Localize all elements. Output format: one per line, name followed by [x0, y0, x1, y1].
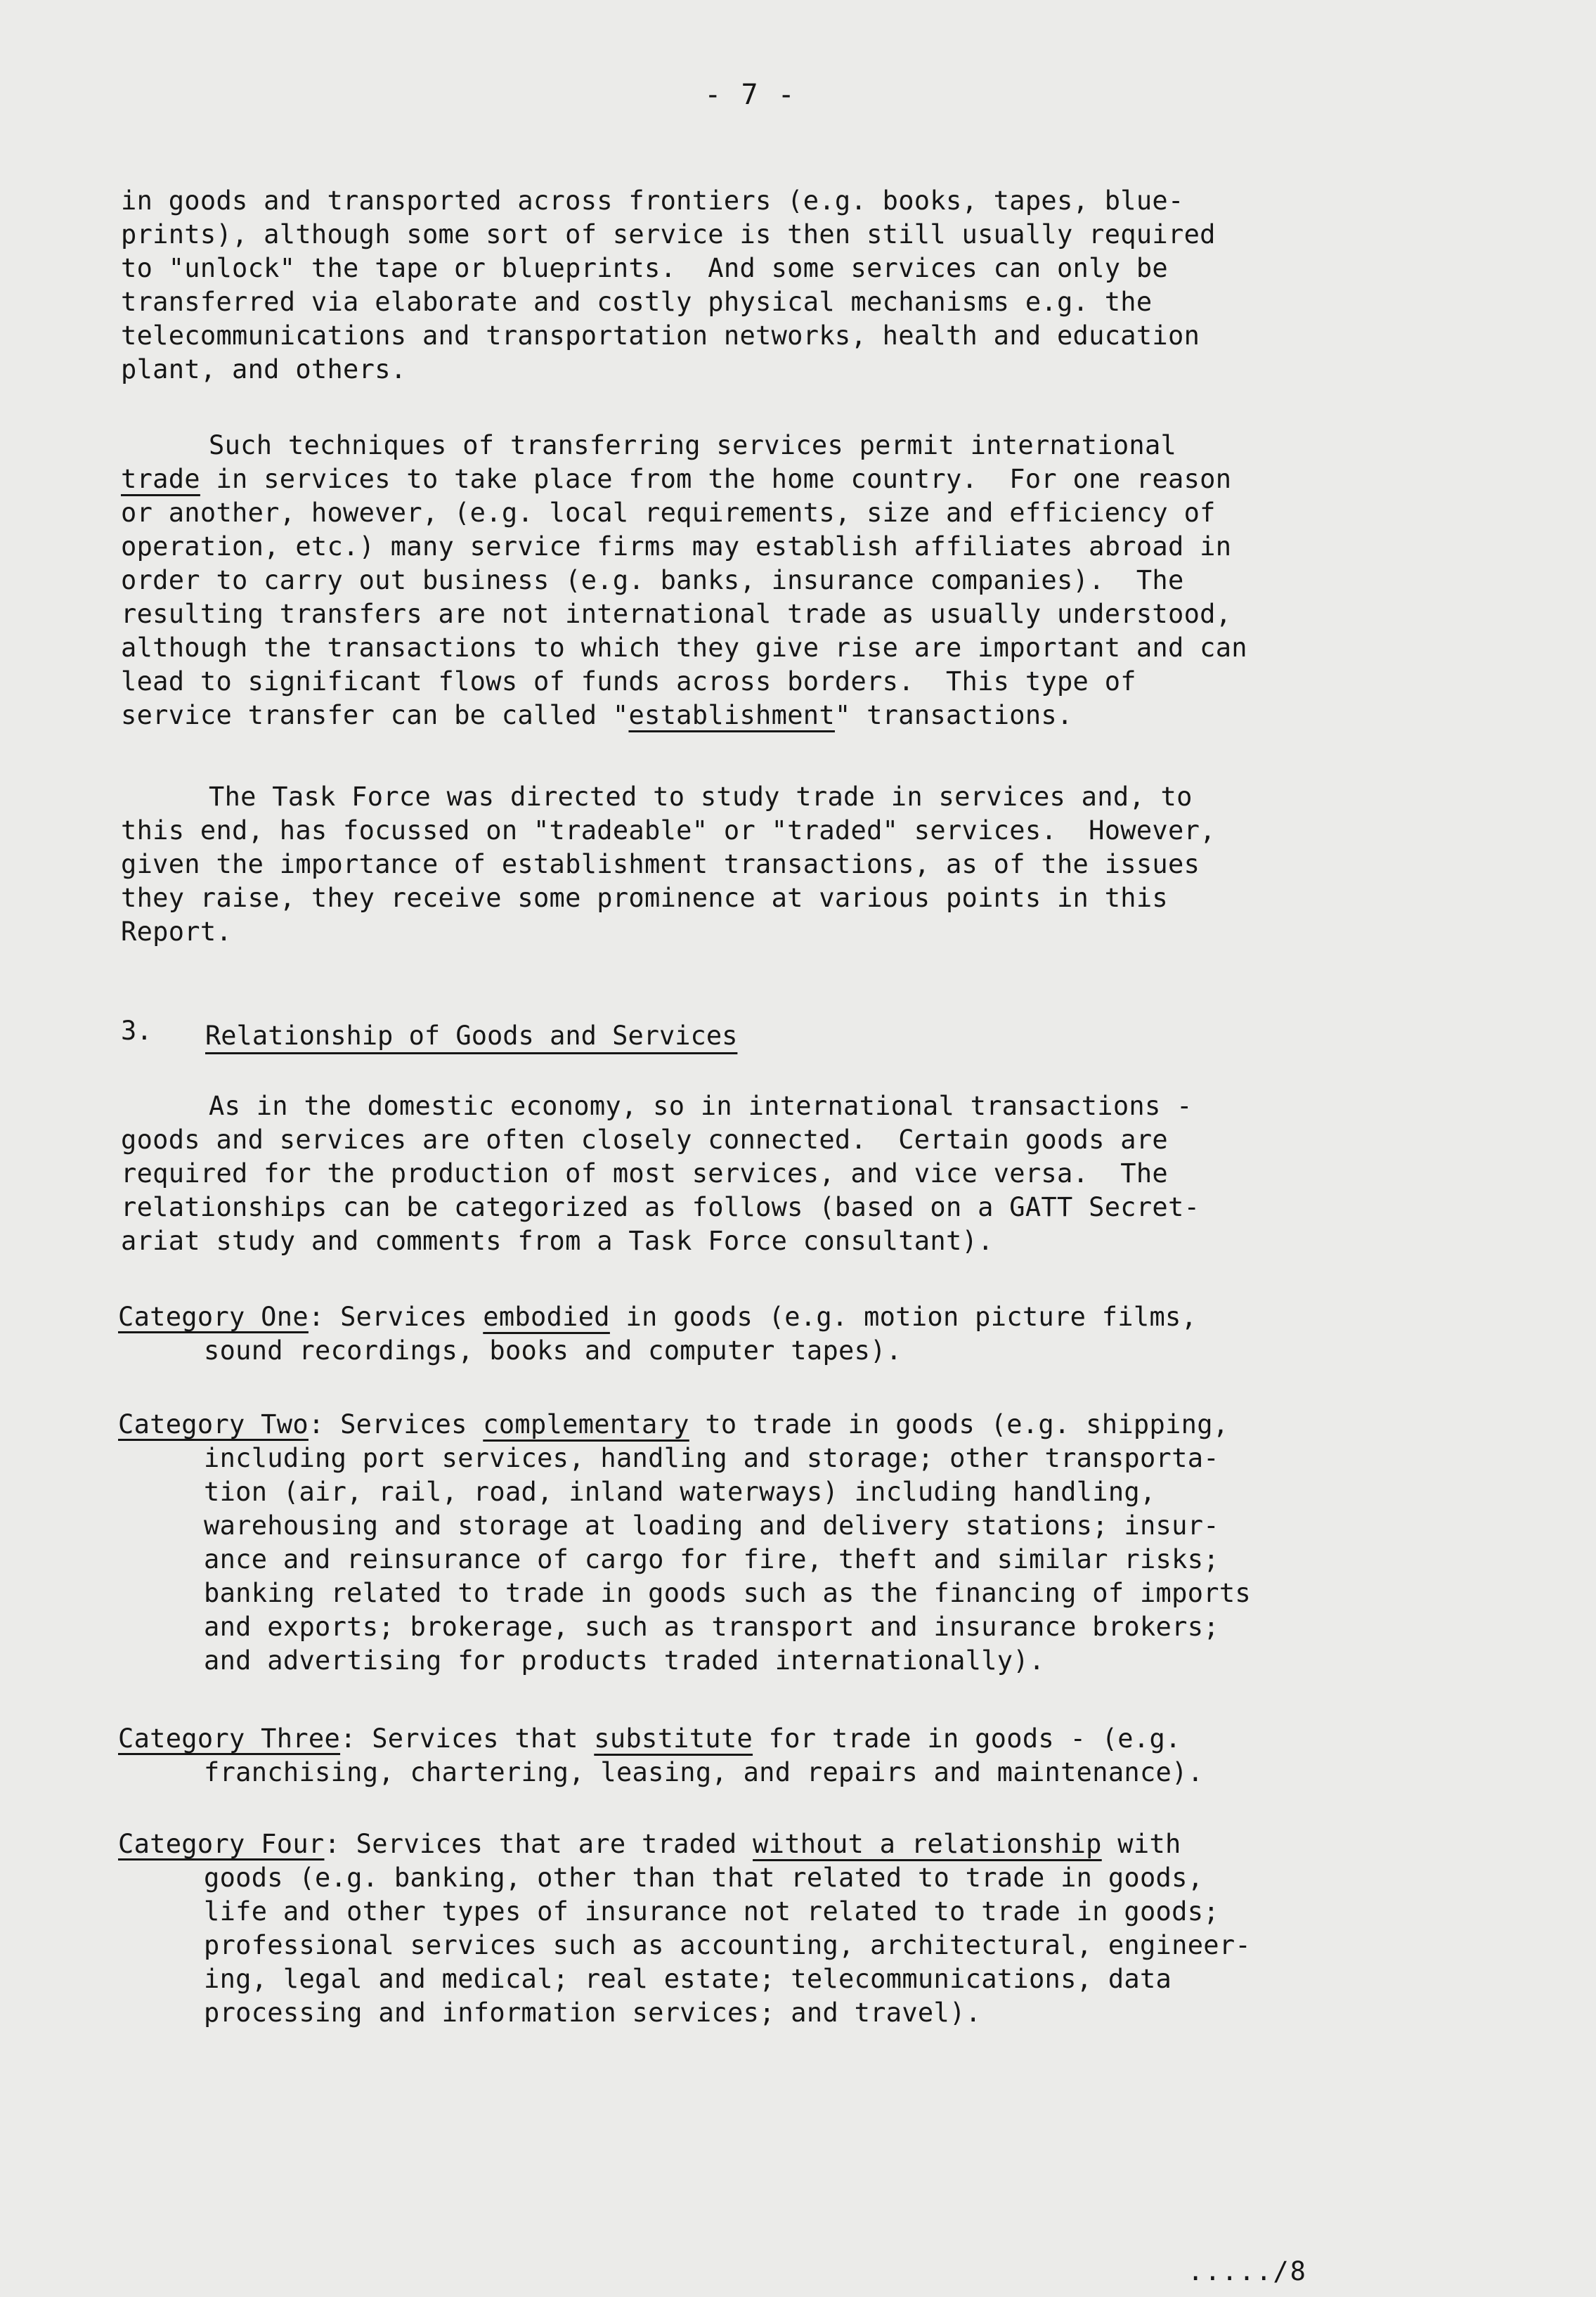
next-page-marker: ...../8 — [1188, 2256, 1307, 2286]
text-line: including port services, handling and storage; other transporta- — [204, 1443, 1219, 1473]
text-line: telecommunications and transportation networks, health and education — [121, 321, 1200, 351]
category-label: Category One — [118, 1302, 309, 1332]
text-line: lead to significant flows of funds across borders. This type of — [121, 666, 1136, 697]
text-line: prints), although some sort of service is then still usually required — [121, 219, 1216, 250]
text-fragment: " transactions. — [834, 700, 1073, 730]
text-line: franchising, chartering, leasing, and repairs and maintenance). — [204, 1757, 1204, 1787]
category-keyword: embodied — [483, 1302, 610, 1332]
text-line: ariat study and comments from a Task Force consultant). — [121, 1226, 994, 1256]
underlined-word: establishment — [628, 700, 835, 730]
text-line: professional services such as accounting, architectural, engineer- — [204, 1930, 1252, 1960]
text-line: sound recordings, books and computer tapes). — [204, 1335, 902, 1366]
text-fragment: with — [1101, 1829, 1181, 1859]
text-fragment: to trade in goods (e.g. shipping, — [689, 1409, 1229, 1439]
text-fragment: in goods (e.g. motion picture films, — [609, 1302, 1198, 1332]
text-line — [121, 462, 1386, 496]
text-line — [118, 1408, 1383, 1442]
text-fragment: for trade in goods - (e.g. — [753, 1723, 1181, 1754]
category-one — [118, 1300, 1383, 1368]
category-four — [118, 1827, 1383, 2030]
text-line: operation, etc.) many service firms may establish affiliates abroad in — [121, 531, 1232, 562]
text-line: relationships can be categorized as follows (based on a GATT Secret- — [121, 1192, 1200, 1222]
text-fragment: : Services that are traded — [324, 1829, 753, 1859]
category-label: Category Three — [118, 1723, 341, 1754]
text-line: this end, has focussed on "tradeable" or "traded" services. However, — [121, 815, 1216, 846]
text-line: As in the domestic economy, so in international transactions - — [209, 1091, 1193, 1121]
text-line: processing and information services; and travel). — [204, 1998, 982, 2028]
text-line: they raise, they receive some prominence at various points in this — [121, 883, 1169, 913]
intro-paragraph — [121, 184, 1386, 387]
text-line: resulting transfers are not international trade as usually understood, — [121, 599, 1232, 629]
text-line: given the importance of establishment transactions, as of the issues — [121, 849, 1200, 879]
text-line: to "unlock" the tape or blueprints. And some services can only be — [121, 253, 1169, 283]
text-fragment: : Services — [308, 1409, 484, 1439]
text-line: in goods and transported across frontiers (e.g. books, tapes, blue- — [121, 186, 1184, 216]
text-fragment: : Services that — [340, 1723, 595, 1754]
text-fragment: in services to take place from the home country. For one reason — [200, 464, 1232, 494]
section-title: Relationship of Goods and Services — [205, 1021, 738, 1051]
text-line: The Task Force was directed to study trade in services and, to — [209, 782, 1193, 812]
text-line: ance and reinsurance of cargo for fire, theft and similar risks; — [204, 1544, 1219, 1574]
text-line — [118, 1300, 1383, 1334]
text-line — [118, 1722, 1383, 1756]
text-line: ing, legal and medical; real estate; telecommunications, data — [204, 1964, 1172, 1994]
text-fragment: : Services — [308, 1302, 484, 1332]
category-three — [118, 1722, 1383, 1790]
text-line: Such techniques of transferring services permit international — [209, 430, 1177, 460]
text-line: although the transactions to which they give rise are important and can — [121, 633, 1247, 663]
text-line: required for the production of most services, and vice versa. The — [121, 1158, 1169, 1189]
category-keyword: substitute — [594, 1723, 753, 1754]
text-line: banking related to trade in goods such as the financing of imports — [204, 1578, 1252, 1608]
text-line: life and other types of insurance not related to trade in goods; — [204, 1896, 1219, 1927]
text-line — [121, 699, 1386, 732]
text-line: warehousing and storage at loading and delivery stations; insur- — [204, 1510, 1219, 1541]
category-two — [118, 1408, 1383, 1678]
relationship-paragraph — [121, 1089, 1386, 1258]
text-line: transferred via elaborate and costly physical mechanisms e.g. the — [121, 287, 1153, 317]
text-line: and exports; brokerage, such as transport and insurance brokers; — [204, 1612, 1219, 1642]
text-fragment: service transfer can be called " — [121, 700, 629, 730]
category-keyword: without a relationship — [753, 1829, 1102, 1859]
category-label: Category Two — [118, 1409, 309, 1439]
text-line: Report. — [121, 917, 233, 947]
text-line: or another, however, (e.g. local requirements, size and efficiency of — [121, 498, 1216, 528]
establishment-paragraph — [121, 429, 1386, 732]
text-line: and advertising for products traded internationally). — [204, 1645, 1045, 1676]
text-line: goods (e.g. banking, other than that related to trade in goods, — [204, 1863, 1204, 1893]
category-keyword: complementary — [483, 1409, 689, 1439]
text-line: goods and services are often closely connected. Certain goods are — [121, 1125, 1169, 1155]
task-force-paragraph — [121, 780, 1386, 949]
text-line: tion (air, rail, road, inland waterways) including handling, — [204, 1477, 1156, 1507]
text-line: plant, and others. — [121, 354, 407, 384]
page-number: - 7 - — [704, 79, 796, 111]
category-label: Category Four — [118, 1829, 325, 1859]
section-number: 3. — [121, 1016, 153, 1046]
underlined-word: trade — [121, 464, 200, 494]
text-line — [118, 1827, 1383, 1861]
text-line: order to carry out business (e.g. banks, insurance companies). The — [121, 565, 1184, 595]
